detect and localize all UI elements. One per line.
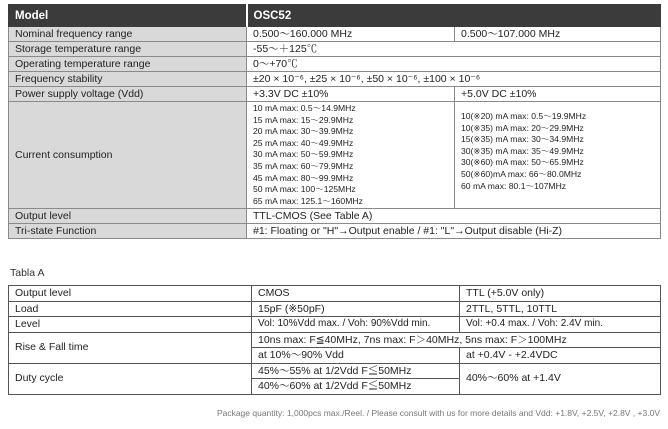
table-row — [9, 332, 661, 348]
row-value: +5.0V DC ±10% — [455, 87, 661, 102]
row-label: Operating temperature range — [9, 57, 247, 72]
current-list-3v3 — [247, 102, 455, 209]
ttl-value: at +0.4V - +2.4VDC — [460, 348, 661, 364]
row-label: Tri-state Function — [9, 224, 247, 239]
row-label: Duty cycle — [9, 363, 252, 394]
current-item: 30(※35) mA max: 35～49.9MHz — [461, 145, 584, 156]
row-value: TTL-CMOS (See Table A) — [247, 209, 661, 224]
table-row — [9, 42, 661, 57]
current-item: 30(※60) mA max: 50～65.9MHz — [461, 157, 584, 168]
row-value: +3.3V DC ±10% — [247, 87, 455, 102]
current-item: 10(※20) mA max: 0.5～19.9MHz — [461, 111, 587, 121]
current-item: 60 mA max: 80.1～107MHz — [461, 180, 567, 191]
table-row — [9, 286, 661, 302]
current-item: 15 mA max: 15～29.9MHz — [253, 114, 354, 125]
ttl-value: TTL (+5.0V only) — [460, 286, 661, 302]
current-item: 25 mA max: 40～49.9MHz — [253, 137, 354, 148]
footer-note: Package quantity: 1,000pcs max./Reel. / Please consult with us for more details and Vdd: +1.8V, +2.5V, +2.8V , +3.0V — [216, 408, 660, 418]
table-row — [9, 27, 661, 42]
row-label: Level — [9, 317, 252, 333]
cmos-value: 45%～55% at 1/2Vdd F≦50MHz — [252, 363, 460, 379]
ttl-value: Vol: +0.4 max. / Voh: 2.4V min. — [460, 317, 661, 333]
cmos-value: 40%～60% at 1/2Vdd F≦50MHz — [252, 379, 460, 395]
row-value: ±20 × 10⁻⁶, ±25 × 10⁻⁶, ±50 × 10⁻⁶, ±100 × 10⁻⁶ — [247, 72, 661, 87]
current-item: 10 mA max: 0.5～14.9MHz — [253, 103, 356, 113]
current-consumption-row — [9, 102, 661, 209]
row-label: Output level — [9, 286, 252, 302]
table-row — [9, 363, 661, 379]
table-row — [9, 87, 661, 102]
current-item: 15(※35) mA max: 30～34.9MHz — [461, 134, 584, 145]
table-row — [9, 57, 661, 72]
row-value: #1: Floating or "H"→Output enable / #1: "L"→Output disable (Hi-Z) — [247, 224, 661, 239]
spec-table — [8, 4, 661, 239]
table-a — [8, 285, 661, 395]
cmos-value: 15pF (※50pF) — [252, 301, 460, 317]
header-model: Model — [9, 5, 247, 27]
row-label: Storage temperature range — [9, 42, 247, 57]
ttl-value: 40%～60% at +1.4V — [460, 363, 661, 394]
current-item: 65 mA max: 125.1～160MHz — [253, 195, 363, 206]
row-label: Frequency stability — [9, 72, 247, 87]
current-item: 35 mA max: 60～79.9MHz — [253, 160, 354, 171]
current-item: 50 mA max: 100～125MHz — [253, 184, 356, 195]
current-item: 30 mA max: 50～59.9MHz — [253, 149, 354, 160]
current-item: 45 mA max: 80～99.9MHz — [253, 172, 354, 183]
header-model-value: OSC52 — [247, 5, 661, 27]
table-row — [9, 209, 661, 224]
row-value: 0.500～107.000 MHz — [455, 27, 661, 42]
row-label: Power supply voltage (Vdd) — [9, 87, 247, 102]
cmos-value: at 10%～90% Vdd — [252, 348, 460, 364]
cmos-value: Vol: 10%Vdd max. / Voh: 90%Vdd min. — [252, 317, 460, 333]
table-row — [9, 317, 661, 333]
row-label: Nominal frequency range — [9, 27, 247, 42]
current-item: 20 mA max: 30～39.9MHz — [253, 126, 354, 137]
current-list-5v — [455, 102, 661, 209]
row-label: Load — [9, 301, 252, 317]
ttl-value: 2TTL, 5TTL, 10TTL — [460, 301, 661, 317]
cmos-value: CMOS — [252, 286, 460, 302]
current-item: 10(※35) mA max: 20～29.9MHz — [461, 122, 584, 133]
row-value: 0.500～160.000 MHz — [247, 27, 455, 42]
row-label: Rise & Fall time — [9, 332, 252, 363]
row-value: -55～＋125℃ — [247, 42, 661, 57]
table-row — [9, 224, 661, 239]
row-value: 0～+70℃ — [247, 57, 661, 72]
rise-fall-spec: 10ns max: F≦40MHz, 7ns max: F＞40MHz, 5ns max: F＞100MHz — [252, 332, 661, 348]
current-consumption-label: Current consumption — [9, 102, 247, 209]
table-row — [9, 72, 661, 87]
row-label: Output level — [9, 209, 247, 224]
current-item: 50(※60)mA max: 66～80.0MHz — [461, 168, 582, 179]
spec-table-header — [9, 5, 661, 27]
table-row — [9, 301, 661, 317]
table-a-title: Tabla A — [10, 267, 45, 279]
